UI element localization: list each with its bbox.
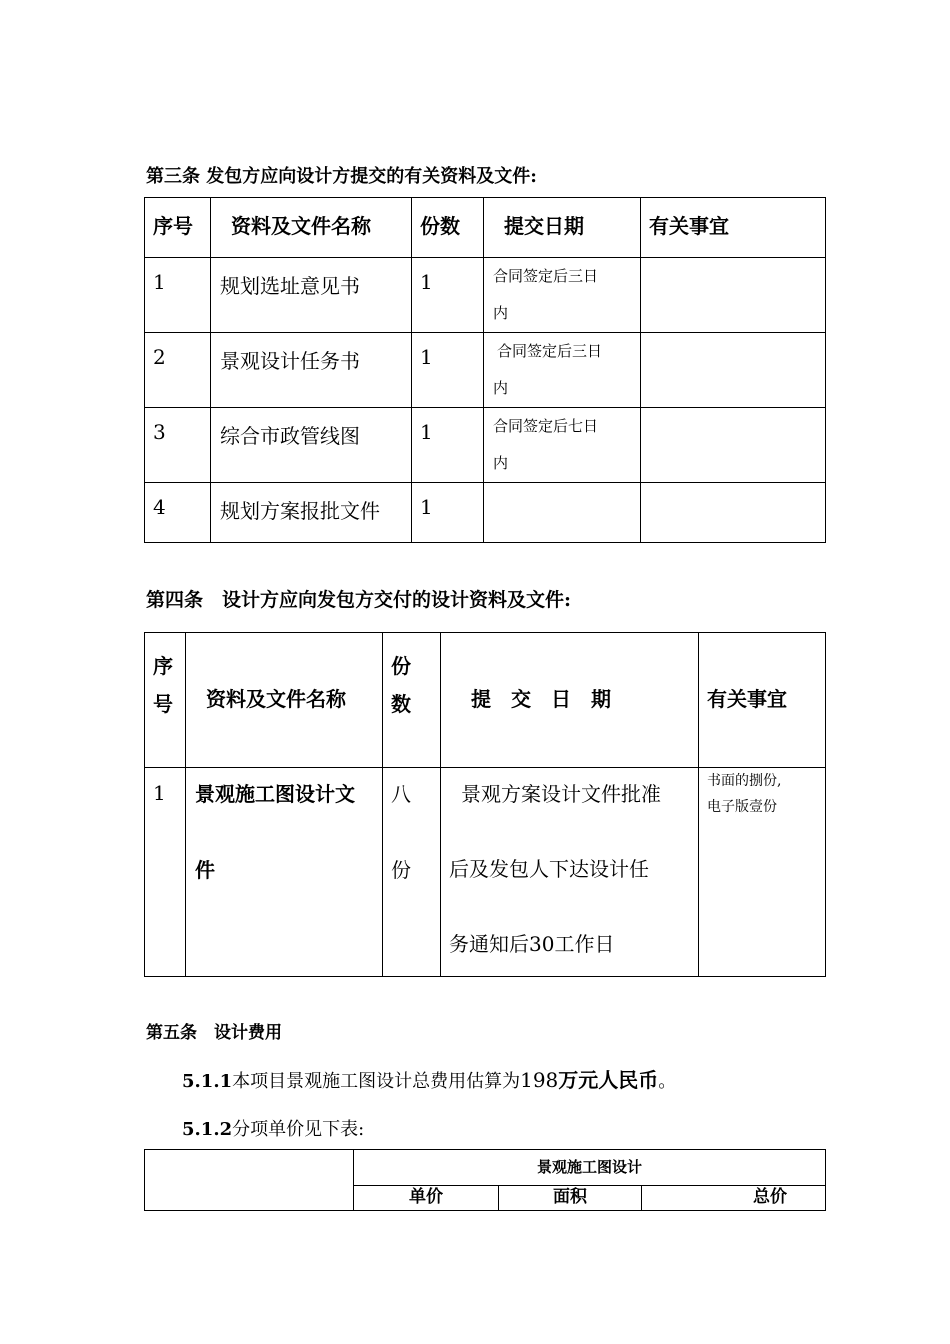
row-note: [641, 258, 826, 333]
row-name: 规划方案报批文件: [211, 483, 412, 543]
row-note: [699, 768, 826, 977]
row-note: [641, 333, 826, 408]
header-date: 提交日期: [484, 198, 641, 258]
paragraph-1-unit: 万元人民币: [558, 1068, 659, 1092]
row-count: 1: [412, 333, 484, 408]
row-note: [641, 408, 826, 483]
article5-paragraph-2: [182, 1115, 364, 1141]
fee-col-unit-price: 单价: [354, 1186, 499, 1211]
row-note-line2: 电子版壹份: [707, 799, 777, 815]
header-name: 资料及文件名称: [211, 198, 412, 258]
article3-table: [144, 197, 826, 543]
fee-empty-cell: [145, 1150, 354, 1211]
table-row: [145, 483, 826, 543]
row-no: 1: [145, 768, 186, 977]
row-count-line1: 八: [391, 782, 411, 806]
row-count: 1: [412, 258, 484, 333]
paragraph-1-amount: 198: [520, 1068, 559, 1092]
table-row: [145, 333, 826, 408]
fee-col-total: 总价: [642, 1186, 826, 1211]
row-name-line2: 件: [195, 858, 215, 882]
row-date: [484, 333, 641, 408]
row-count: [383, 768, 441, 977]
row-name: 规划选址意见书: [211, 258, 412, 333]
fee-group-header-row: [145, 1150, 826, 1186]
row-name-line1: 景观施工图设计文: [195, 782, 355, 806]
header-name: 资料及文件名称: [186, 633, 383, 768]
row-name: [186, 768, 383, 977]
header-no: [145, 633, 186, 768]
paragraph-1-end: 。: [658, 1071, 677, 1092]
header-note: 有关事宜: [641, 198, 826, 258]
row-date: [484, 483, 641, 543]
row-count: 1: [412, 483, 484, 543]
row-date-line2: 内: [493, 379, 509, 397]
header-date: 提 交 日 期: [441, 633, 699, 768]
row-date: [484, 408, 641, 483]
article4-header-row: [145, 633, 826, 768]
article3-header-row: [145, 198, 826, 258]
fee-col-area: 面积: [499, 1186, 642, 1211]
row-name: 综合市政管线图: [211, 408, 412, 483]
row-name: 景观设计任务书: [211, 333, 412, 408]
article5-title: 第五条 设计费用: [146, 1023, 282, 1043]
article3-title: 第三条 发包方应向设计方提交的有关资料及文件:: [146, 166, 537, 187]
article4-table: [144, 632, 826, 977]
row-date-line1: 合同签定后三日: [493, 267, 599, 285]
row-count-line2: 份: [391, 858, 411, 882]
row-date: [441, 768, 699, 977]
row-date-line3: 务通知后30工作日: [449, 932, 615, 956]
row-date-line2: 后及发包人下达设计任: [449, 857, 649, 881]
paragraph-1-number: 5.1.1: [182, 1071, 233, 1092]
fee-table: [144, 1149, 826, 1211]
paragraph-2-number: 5.1.2: [182, 1119, 233, 1140]
row-no: 1: [145, 258, 211, 333]
header-no: 序号: [145, 198, 211, 258]
row-date-line1: 合同签定后七日: [493, 417, 599, 435]
header-no-line2: 号: [153, 692, 173, 716]
table-row: [145, 258, 826, 333]
row-count: 1: [412, 408, 484, 483]
row-date-line2: 内: [493, 454, 509, 472]
header-count: 份数: [412, 198, 484, 258]
row-note: [641, 483, 826, 543]
row-note-line1: 书面的捌份,: [707, 773, 782, 789]
paragraph-2-text: 分项单价见下表:: [232, 1119, 365, 1140]
header-count: [383, 633, 441, 768]
row-date-line1: 景观方案设计文件批准: [461, 782, 661, 806]
row-date-line1: 合同签定后三日: [497, 342, 603, 360]
fee-group-header: 景观施工图设计: [354, 1150, 826, 1186]
header-no-line1: 序: [153, 654, 173, 678]
header-count-line1: 份: [391, 654, 411, 678]
row-no: 4: [145, 483, 211, 543]
table-row: [145, 768, 826, 977]
row-no: 2: [145, 333, 211, 408]
header-count-line2: 数: [391, 692, 411, 716]
article4-title: 第四条 设计方应向发包方交付的设计资料及文件:: [146, 589, 572, 611]
table-row: [145, 408, 826, 483]
row-date: [484, 258, 641, 333]
paragraph-1-text: 本项目景观施工图设计总费用估算为: [232, 1071, 521, 1092]
row-no: 3: [145, 408, 211, 483]
header-note: 有关事宜: [699, 633, 826, 768]
article5-paragraph-1: [182, 1064, 676, 1093]
row-date-line2: 内: [493, 304, 509, 322]
